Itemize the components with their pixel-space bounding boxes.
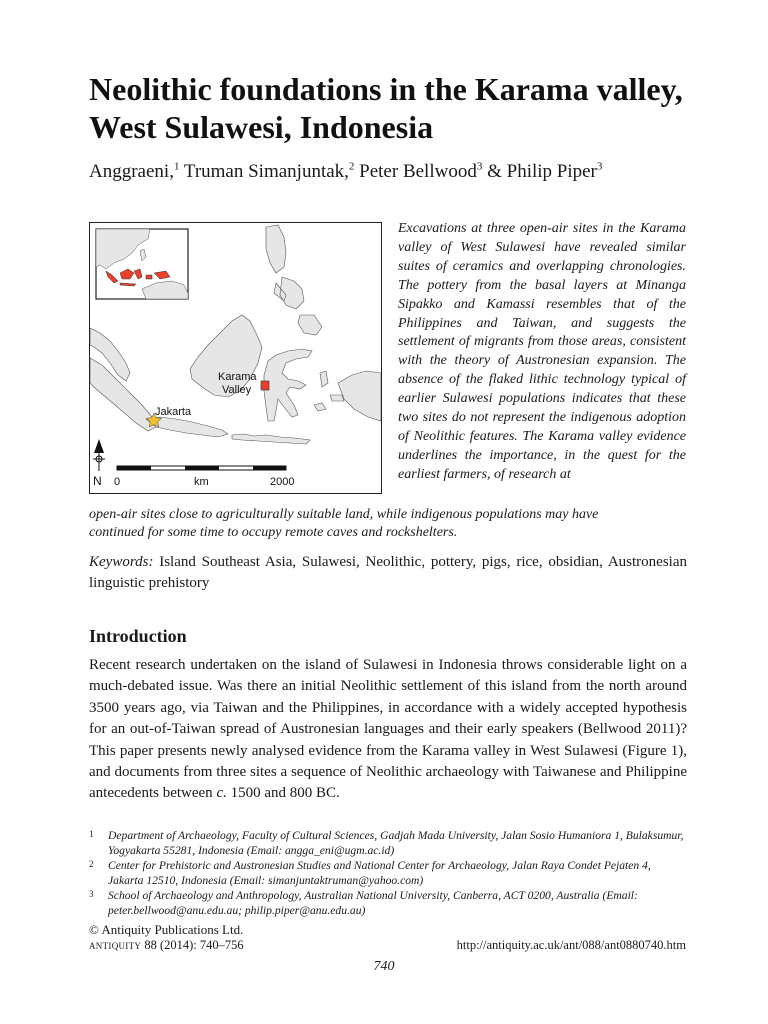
- scale-unit-label: km: [194, 476, 209, 488]
- scale-end-label: 2000: [270, 476, 295, 488]
- footnote-number: 2: [89, 859, 94, 870]
- author-name: Anggraeni,: [89, 161, 174, 182]
- author-affiliation-marker: 3: [596, 160, 603, 173]
- abstract-wrapped: Excavations at three open-air sites in the Karama valley of West Sulawesi have revealed similar suites of ceramics and overlapping chronologies. The pottery from the basal layers at Minanga Sipakko and Kamassi resembles that of the Philippines and Taiwan, and suggests the settlement of migrants from those areas, consistent with the theory of Austronesian expansion. The absence of the flaked lithic technology typical of earlier Sulawesi populations indicates that these two sites do not represent the indigenous adoption of Neolithic features. The Karama valley evidence underlines the importance, in the quest for the earliest farmers, of research at: [398, 221, 686, 482]
- author-affiliation-marker: 3: [476, 160, 483, 173]
- footnote-number: 3: [89, 889, 94, 900]
- article-title: Neolithic foundations in the Karama valley, West Sulawesi, Indonesia: [89, 71, 683, 145]
- author-affiliation-marker: 2: [348, 160, 355, 173]
- location-map-figure: [89, 222, 382, 494]
- intro-text: Recent research undertaken on the island of Sulawesi in Indonesia throws considerable light on a much-debated issue. Was there an initial Neolithic settlement of this island from the north around 3500 years ago, via Taiwan and the Philippines, in accordance with a widely accepted hypothesis for an out-of-Taiwan spread of Austronesian languages and their early speakers (Bellwood 2011)? This paper presents newly analysed evidence from the Karama valley in West Sulawesi (Figure 1), and documents from three sites a sequence of Neolithic archaeology with Taiwanese and Philippine antecedents between: [89, 657, 687, 802]
- label-valley: Valley: [222, 384, 252, 396]
- north-label: N: [93, 474, 102, 488]
- author-name: Truman Simanjuntak,: [183, 161, 349, 182]
- journal-name: antiquity: [89, 938, 142, 952]
- footnotes: [89, 829, 689, 920]
- intro-text-end: 1500 and 800 BC.: [226, 785, 340, 802]
- label-karama: Karama: [218, 371, 257, 383]
- author-connector: &: [487, 161, 502, 182]
- author-name: Philip Piper: [506, 161, 597, 182]
- keywords-label: Keywords:: [89, 554, 154, 570]
- scale-start-label: 0: [114, 476, 121, 488]
- article-url-link[interactable]: http://antiquity.ac.uk/ant/088/ant0880740.htm: [456, 938, 686, 952]
- journal-citation: [89, 937, 244, 953]
- copyright-notice: © Antiquity Publications Ltd.: [89, 922, 244, 937]
- author-affiliation-marker: 1: [173, 160, 180, 173]
- footnote: [89, 829, 689, 858]
- scale-bar: [117, 466, 286, 470]
- introduction-paragraph: [89, 655, 687, 805]
- label-jakarta: Jakarta: [155, 406, 192, 418]
- abstract-full-line-2: continued for some time to occupy remote caves and rockshelters.: [89, 525, 458, 540]
- keywords: [89, 552, 687, 594]
- intro-circa: c.: [216, 785, 227, 802]
- footnote: [89, 859, 689, 888]
- footnote-text: Center for Prehistoric and Austronesian Studies and National Center for Archaeology, Jalan Raya Condet Pejaten 4, Jakarta 12510, Indonesia (Email: simanjuntaktruman@yahoo.com): [108, 859, 651, 887]
- footnote-number: 1: [89, 829, 94, 839]
- section-heading-introduction: Introduction: [89, 626, 187, 646]
- footnote-text: School of Archaeology and Anthropology, Australian National University, Canberra, ACT 0200, Australia (Email: peter.bellwood@anu.edu.au; philip.piper@anu.edu.au): [108, 889, 638, 917]
- footnote: [89, 889, 689, 918]
- keywords-text: Island Southeast Asia, Sulawesi, Neolithic, pottery, pigs, rice, obsidian, Austronesian linguistic prehistory: [89, 554, 687, 591]
- inset-map: [96, 229, 188, 299]
- abstract-full-line-1: open-air sites close to agriculturally suitable land, while indigenous populations may have: [89, 507, 599, 522]
- footnote-text: Department of Archaeology, Faculty of Cultural Sciences, Gadjah Mada University, Jalan Sosio Humaniora 1, Bulaksumur, Yogyakarta 55281, Indonesia (Email: angga_eni@ugm.ac.id): [108, 829, 684, 857]
- location-map: [90, 223, 381, 493]
- karama-valley-marker: [261, 381, 269, 390]
- author-name: Peter Bellwood: [359, 161, 477, 182]
- author-list: [89, 160, 689, 184]
- volume-pages: 88 (2014): 740–756: [144, 938, 244, 952]
- page-number: 740: [373, 959, 395, 974]
